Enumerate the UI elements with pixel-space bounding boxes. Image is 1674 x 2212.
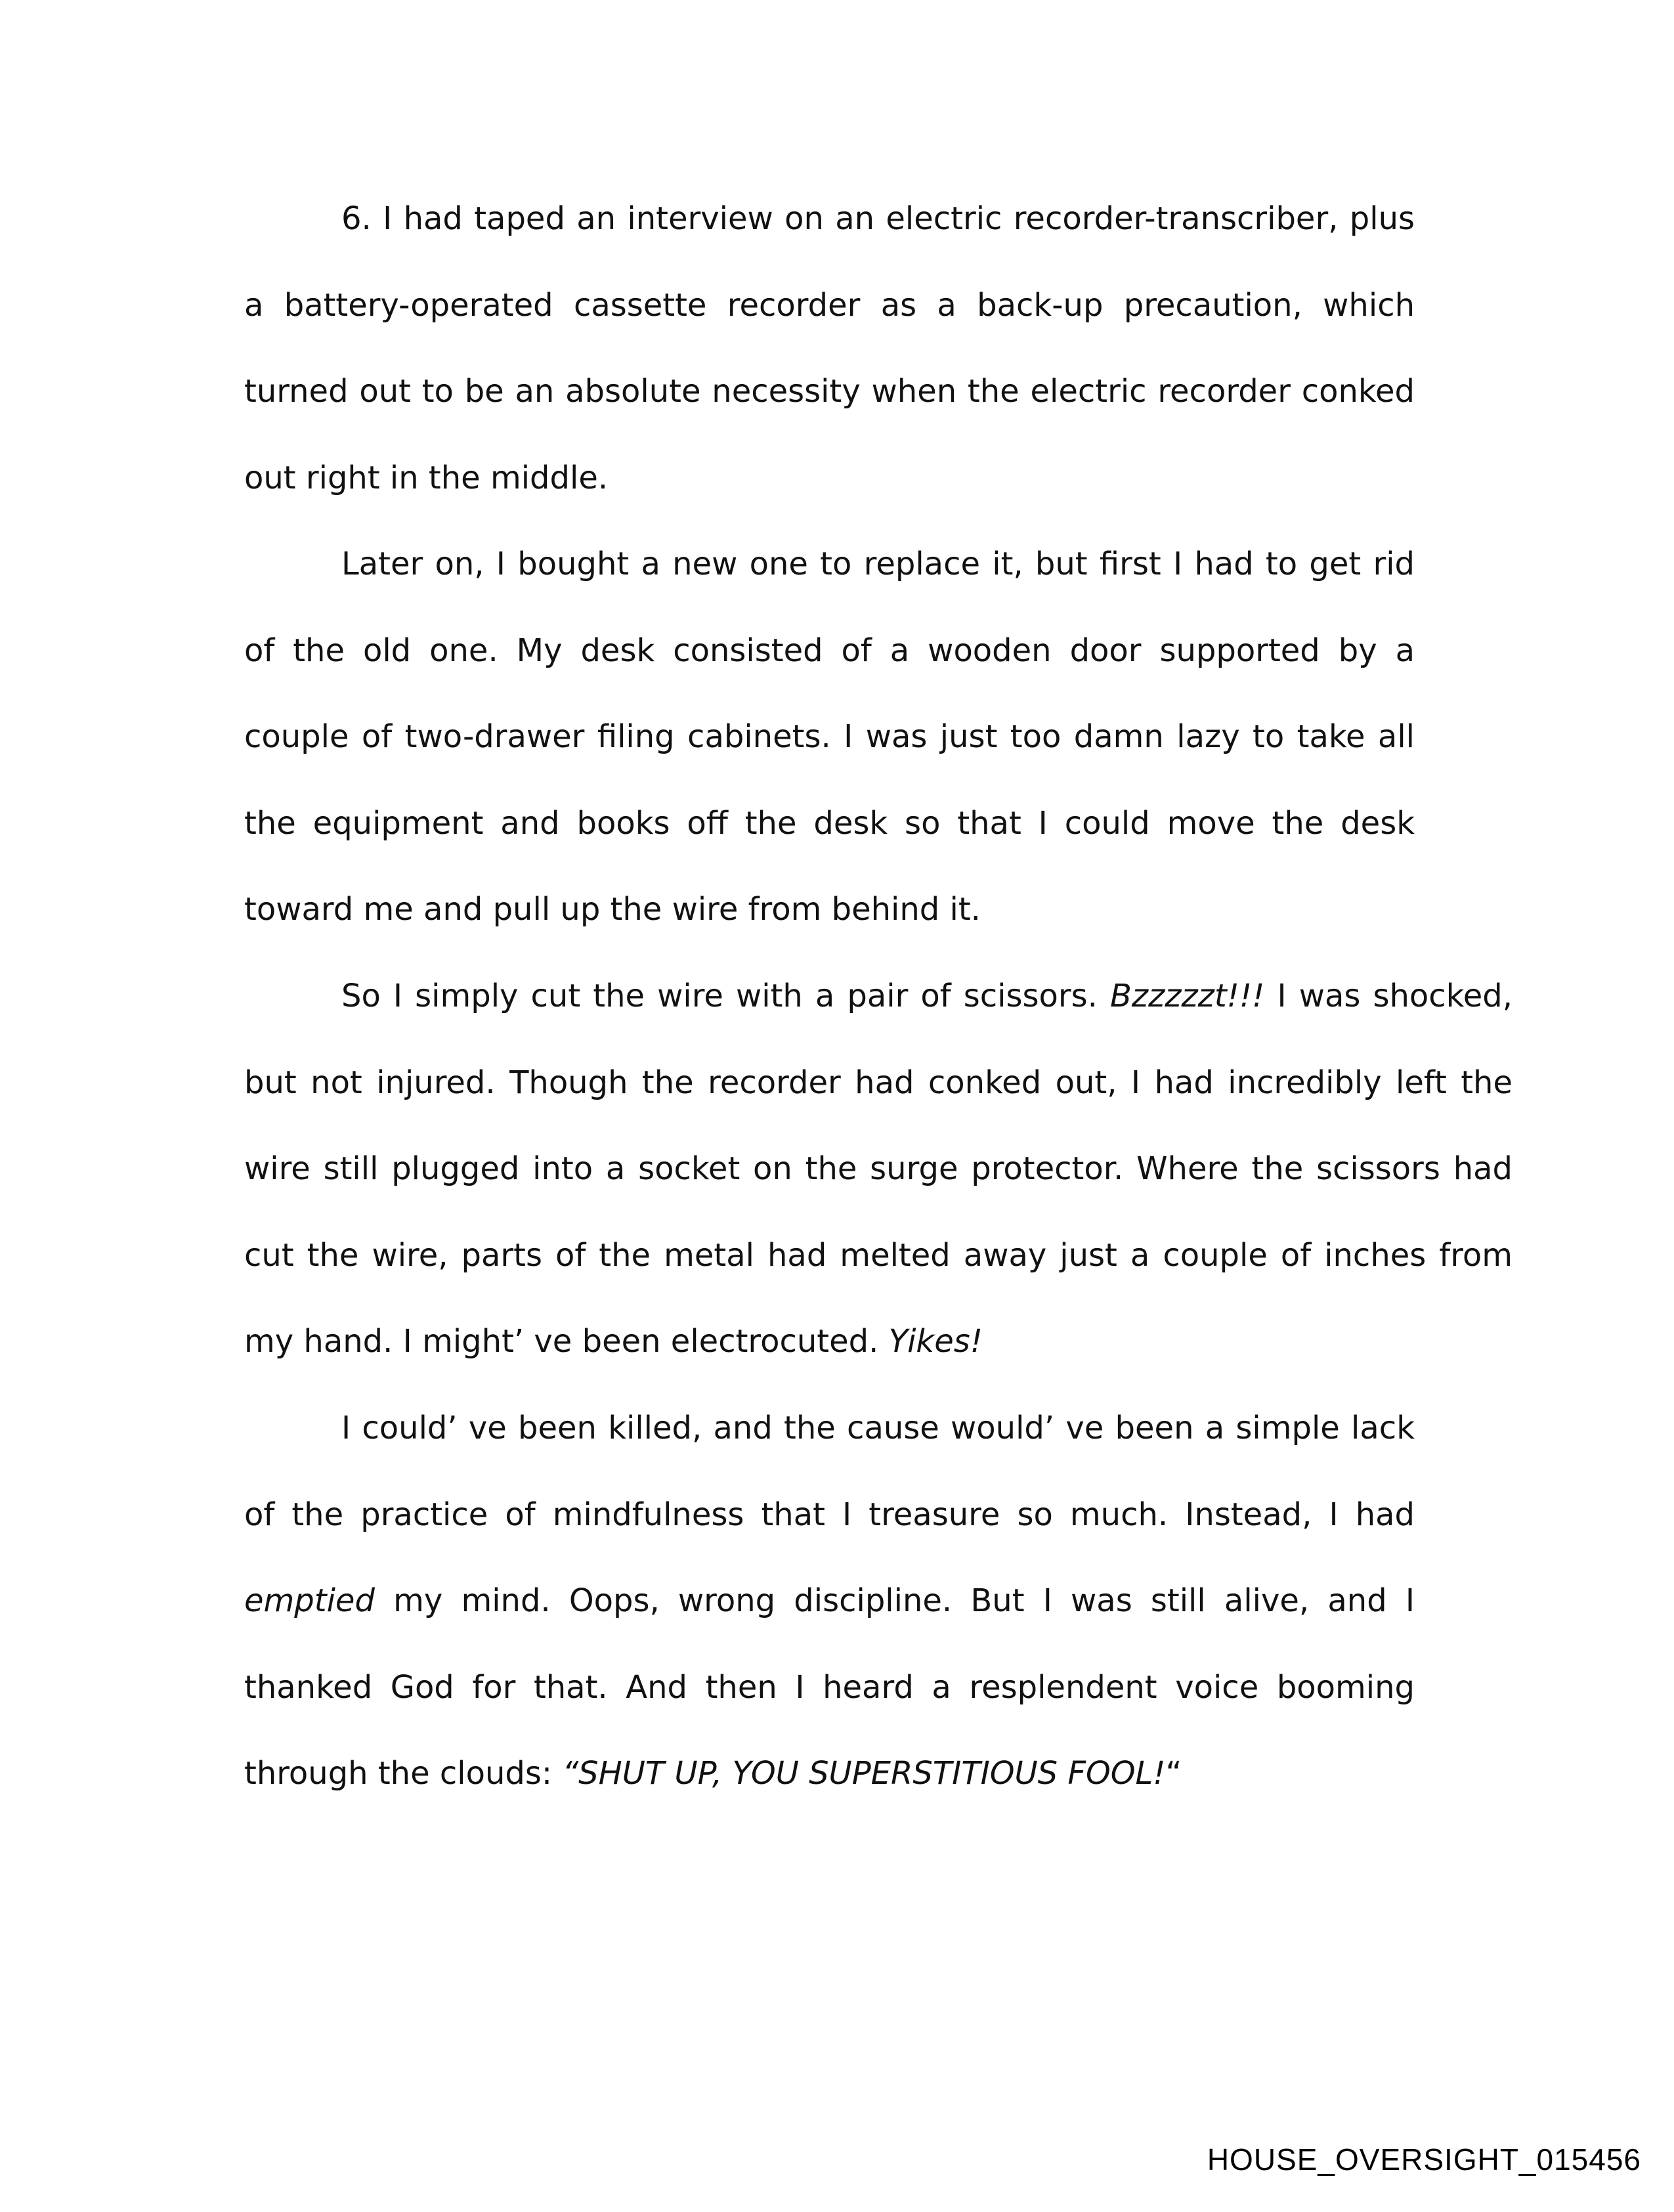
paragraph-scissors xyxy=(244,953,1513,1385)
paragraph-mindfulness xyxy=(244,1385,1415,1817)
italic-exclamation: Yikes! xyxy=(888,1323,983,1360)
paragraph-text: 6. I had taped an interview on an electric recorder-transcriber, plus a battery-operated cassette recorder as a back-up precaution, which turned out to be an absolute necessity when the electric recorder conked out right in the middle. xyxy=(244,200,1415,496)
italic-quote: “SHUT UP, YOU SUPERSTITIOUS FOOL! xyxy=(562,1755,1166,1792)
paragraph-text: my mind. Oops, wrong discipline. But I was still alive, and I thanked God for that. And then I heard a resplendent voice booming through the clouds: xyxy=(244,1582,1415,1792)
bates-number: HOUSE_OVERSIGHT_015456 xyxy=(1207,2142,1641,2177)
paragraph-text: Later on, I bought a new one to replace it, but first I had to get rid of the old one. My desk consisted of a wooden door supported by a couple of two-drawer filing cabinets. I was just too damn lazy to take all the equipment and books off the desk so that I could move the desk toward me and pull up the wire from behind it. xyxy=(244,546,1415,928)
paragraph-recorder xyxy=(244,176,1415,521)
italic-emphasis: emptied xyxy=(244,1582,375,1620)
paragraph-desk xyxy=(244,521,1415,953)
paragraph-text: I could’ ve been killed, and the cause would’ ve been a simple lack of the practice of mindfulness that I treasure so much. Instead, I had xyxy=(244,1410,1415,1533)
closing-quote-mark: “ xyxy=(1165,1755,1182,1792)
italic-sound-effect: Bzzzzzt!!! xyxy=(1109,978,1265,1014)
paragraph-text: So I simply cut the wire with a pair of scissors. xyxy=(341,978,1110,1014)
paragraph-text: I was shocked, but not injured. Though the recorder had conked out, I had incredibly left the wire still plugged into a socket on the surge protector. Where the scissors had cut the wire, parts of the metal had melted away just a couple of inches from my hand. I might’ ve been electrocuted. xyxy=(244,978,1513,1360)
